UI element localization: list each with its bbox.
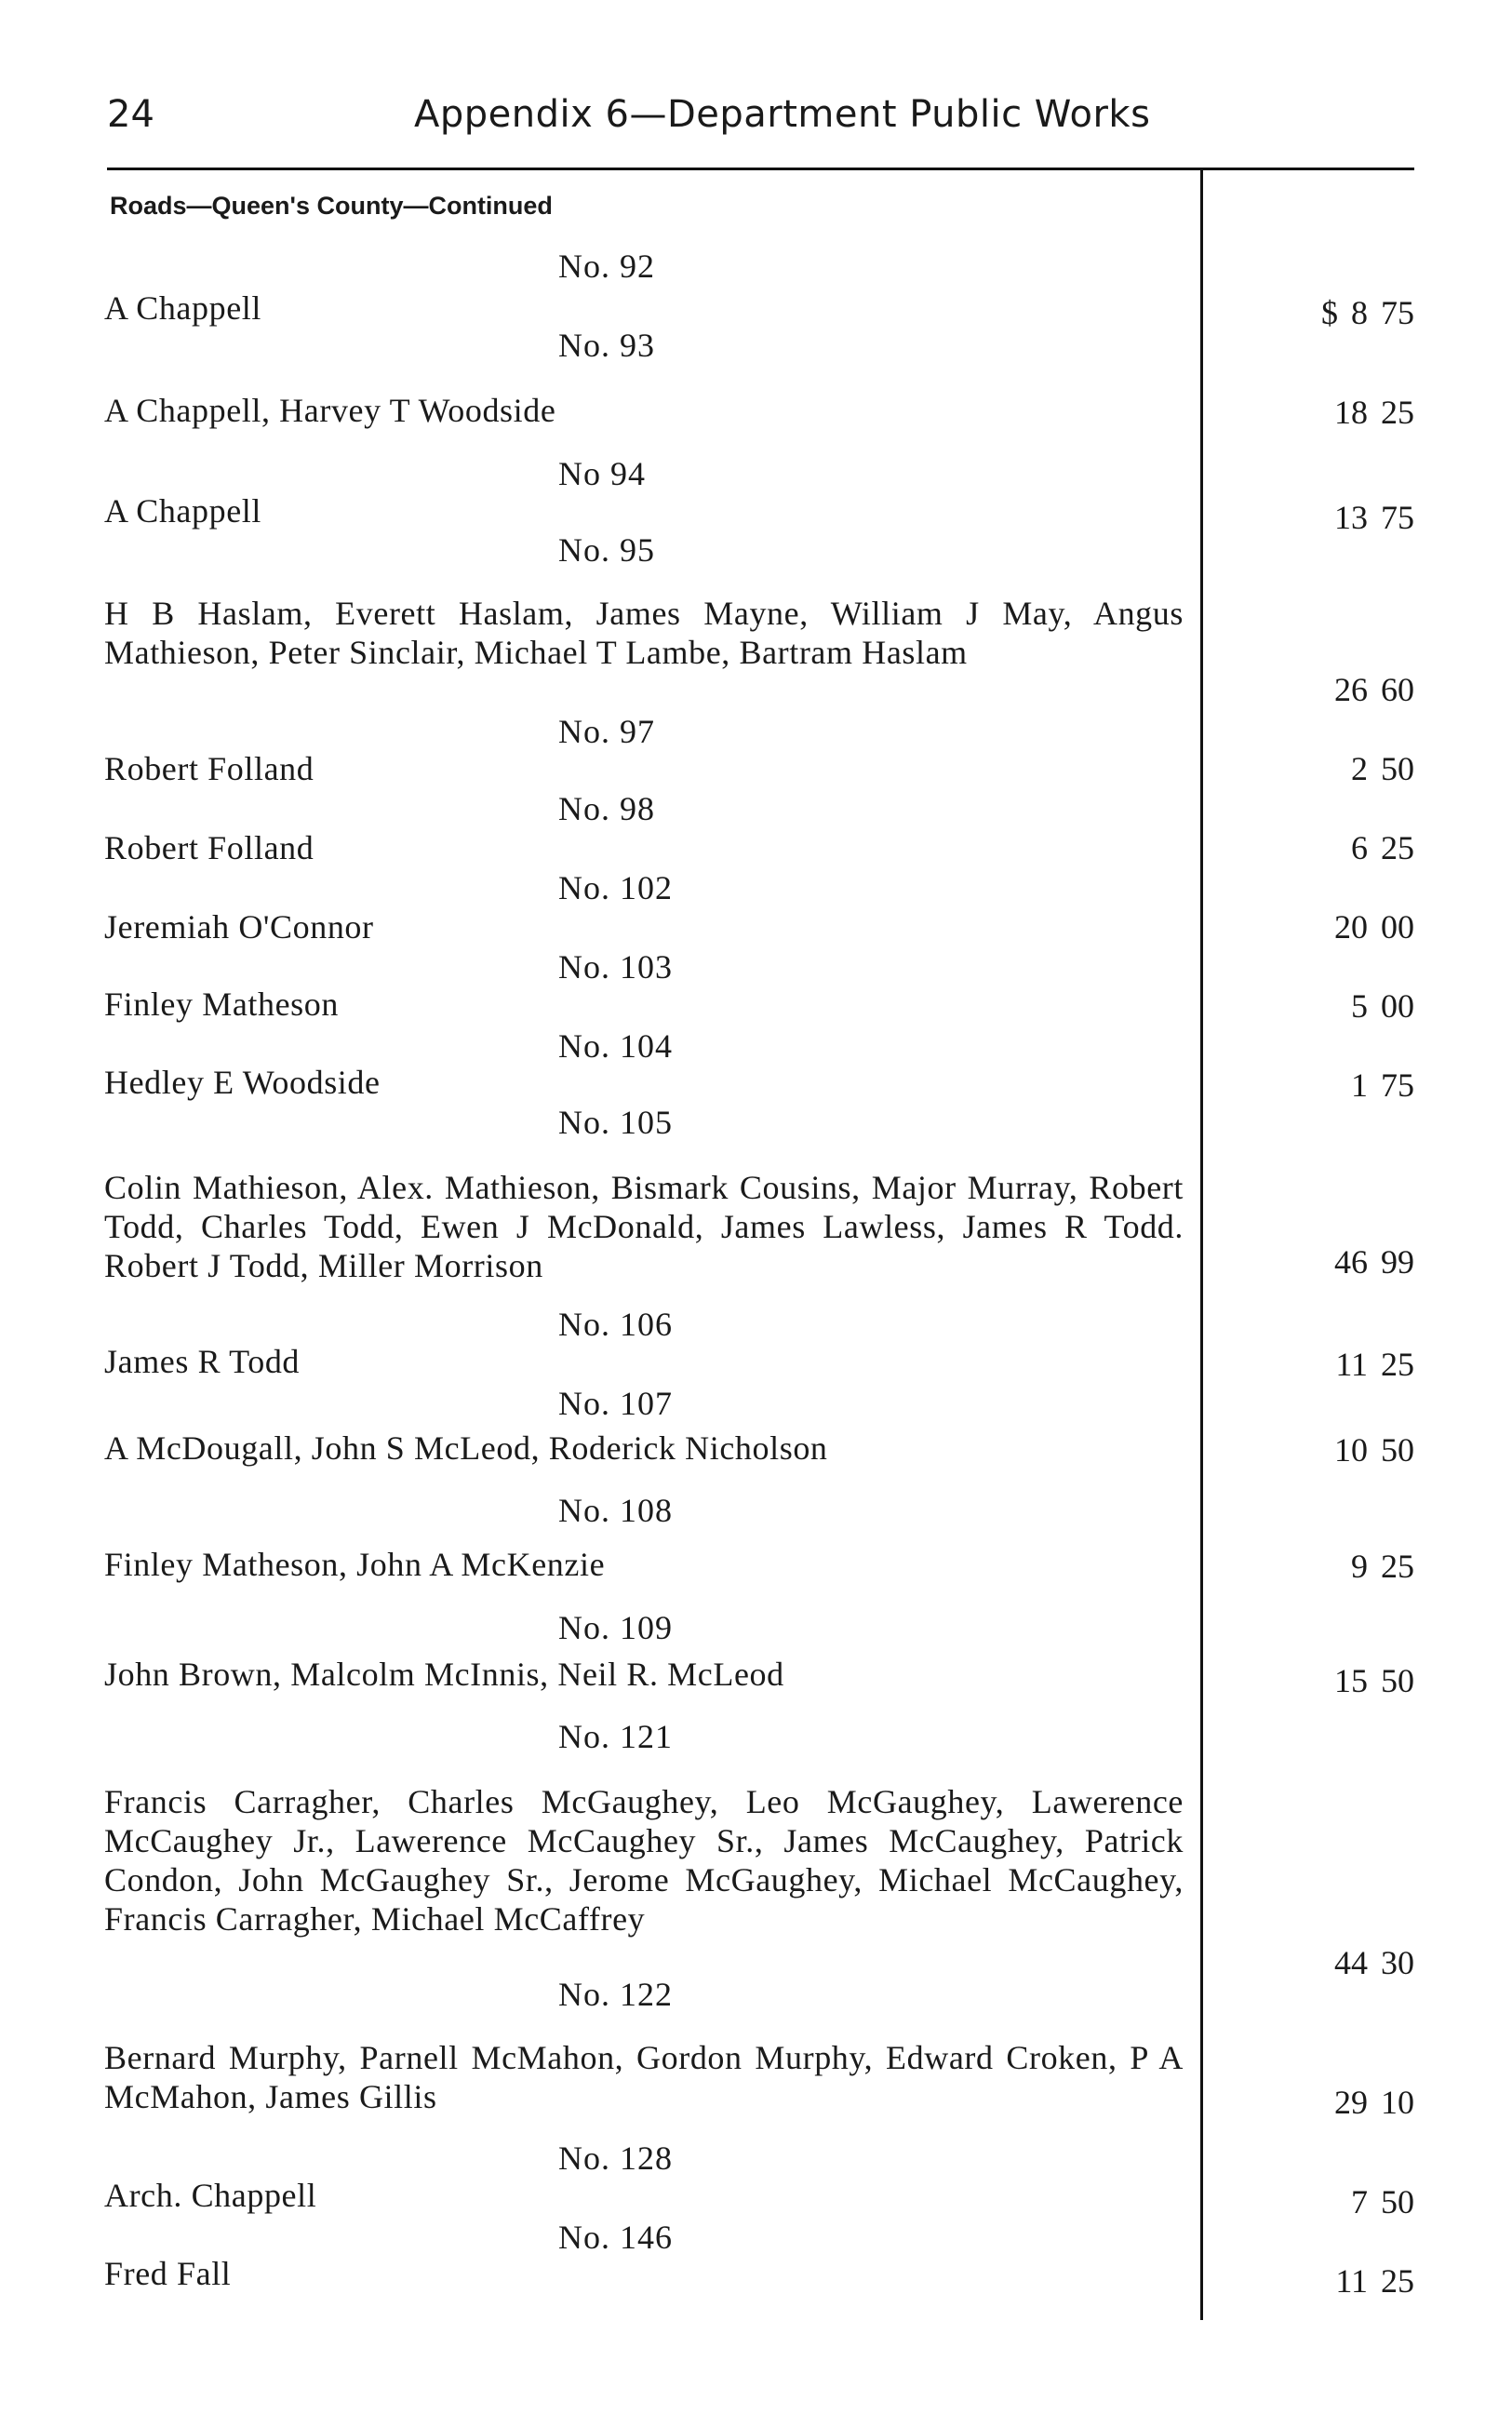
amount [1238, 828, 1414, 867]
payee-names: A Chappell [104, 289, 261, 327]
running-title: Appendix 6—Department Public Works [414, 93, 1151, 136]
road-number: No. 92 [558, 248, 655, 285]
road-number: No. 105 [558, 1104, 673, 1141]
road-number: No. 103 [558, 948, 673, 986]
amount [1238, 498, 1414, 537]
amount [1238, 1943, 1414, 1982]
amount [1238, 986, 1414, 1026]
amount [1238, 293, 1414, 332]
amount [1238, 1547, 1414, 1586]
payee-names: Finley Matheson, John A McKenzie [104, 1546, 606, 1583]
amount-dollars: 9 [1351, 1548, 1368, 1585]
page-number: 24 [107, 93, 154, 136]
amount [1238, 1430, 1414, 1469]
road-number: No. 128 [558, 2140, 673, 2177]
road-number: No. 108 [558, 1492, 673, 1529]
amount-dollars: 44 [1334, 1944, 1368, 1981]
payee-names: Robert Folland [104, 829, 314, 866]
amount [1238, 1661, 1414, 1700]
amount-dollars: 20 [1334, 908, 1368, 946]
amount-cents: 00 [1381, 987, 1414, 1025]
road-number: No. 146 [558, 2219, 673, 2256]
amount-dollars: 8 [1351, 294, 1368, 331]
amount-dollars: 13 [1334, 499, 1368, 536]
road-number: No. 93 [558, 327, 655, 364]
amount-cents: 25 [1381, 394, 1414, 431]
currency-symbol: $ [1321, 294, 1338, 331]
amount [1238, 670, 1414, 709]
amount-dollars: 46 [1334, 1243, 1368, 1281]
amount-cents: 25 [1381, 1346, 1414, 1383]
amount-cents: 50 [1381, 750, 1414, 787]
road-number: No. 107 [558, 1385, 673, 1422]
road-number: No. 109 [558, 1609, 673, 1646]
road-number: No. 106 [558, 1306, 673, 1343]
amount [1238, 749, 1414, 788]
amount [1238, 2261, 1414, 2301]
amount-cents: 00 [1381, 908, 1414, 946]
payee-names: A Chappell, Harvey T Woodside [104, 392, 556, 429]
payee-names: Finley Matheson [104, 986, 339, 1023]
amount-cents: 75 [1381, 499, 1414, 536]
amount-dollars: 11 [1335, 1346, 1368, 1383]
amount [1238, 907, 1414, 946]
payee-names: H B Haslam, Everett Haslam, James Mayne, William J May, Angus Mathieson, Peter Sinclair, Michael T Lambe, Bartram Haslam [104, 595, 1184, 671]
amount-cents: 75 [1381, 294, 1414, 331]
amount [1238, 2182, 1414, 2221]
payee-names: Colin Mathieson, Alex. Mathieson, Bismark Cousins, Major Murray, Robert Todd, Charles Todd, Ewen J McDonald, James Lawless, James R Todd. Robert J Todd, Miller Morrison [104, 1169, 1184, 1284]
amount-dollars: 2 [1351, 750, 1368, 787]
payee-names: A Chappell [104, 492, 261, 530]
road-number: No. 97 [558, 713, 655, 750]
amount-dollars: 1 [1351, 1066, 1368, 1104]
amount-dollars: 11 [1335, 2262, 1368, 2300]
amount-dollars: 5 [1351, 987, 1368, 1025]
road-number: No. 95 [558, 531, 655, 569]
amount-cents: 60 [1381, 671, 1414, 708]
amount-dollars: 29 [1334, 2084, 1368, 2121]
road-number: No. 121 [558, 1718, 673, 1755]
payee-names: Robert Folland [104, 750, 314, 787]
amount-cents: 99 [1381, 1243, 1414, 1281]
payee-names: A McDougall, John S McLeod, Roderick Nicholson [104, 1429, 828, 1467]
amount [1238, 1066, 1414, 1105]
amount [1238, 1345, 1414, 1384]
amount-dollars: 26 [1334, 671, 1368, 708]
amount [1238, 2083, 1414, 2122]
amount-cents: 25 [1381, 2262, 1414, 2300]
amount [1238, 1242, 1414, 1281]
payee-names: Arch. Chappell [104, 2177, 317, 2214]
payee-names: James R Todd [104, 1343, 301, 1380]
amount-cents: 50 [1381, 1431, 1414, 1469]
amount-cents: 30 [1381, 1944, 1414, 1981]
road-number: No. 122 [558, 1976, 673, 2013]
amount-dollars: 7 [1351, 2183, 1368, 2220]
road-number: No 94 [558, 455, 646, 492]
payee-names: Bernard Murphy, Parnell McMahon, Gordon Murphy, Edward Croken, P A McMahon, James Gillis [104, 2039, 1184, 2115]
amount-dollars: 18 [1334, 394, 1368, 431]
road-number: No. 98 [558, 790, 655, 827]
payee-names: Jeremiah O'Connor [104, 908, 374, 946]
amount-cents: 50 [1381, 2183, 1414, 2220]
amount-cents: 75 [1381, 1066, 1414, 1104]
amount [1238, 393, 1414, 432]
payee-names: Fred Fall [104, 2255, 232, 2292]
road-number: No. 102 [558, 869, 673, 906]
amount-dollars: 15 [1334, 1662, 1368, 1699]
section-title: Roads—Queen's County—Continued [110, 192, 553, 220]
amount-cents: 10 [1381, 2084, 1414, 2121]
amount-cents: 50 [1381, 1662, 1414, 1699]
amount-dollars: 6 [1351, 829, 1368, 866]
payee-names: Francis Carragher, Charles McGaughey, Leo McGaughey, Lawerence McCaughey Jr., Lawerence McCaughey Sr., James McCaughey, Patrick Condon, John McGaughey Sr., Jerome McGaughey, Michael McCaughey, Francis Carragher, Michael McCaffrey [104, 1783, 1184, 1938]
amount-cents: 25 [1381, 1548, 1414, 1585]
road-number: No. 104 [558, 1027, 673, 1065]
amount-cents: 25 [1381, 829, 1414, 866]
payee-names: Hedley E Woodside [104, 1064, 381, 1101]
amount-dollars: 10 [1334, 1431, 1368, 1469]
payee-names: John Brown, Malcolm McInnis, Neil R. McLeod [104, 1656, 784, 1693]
